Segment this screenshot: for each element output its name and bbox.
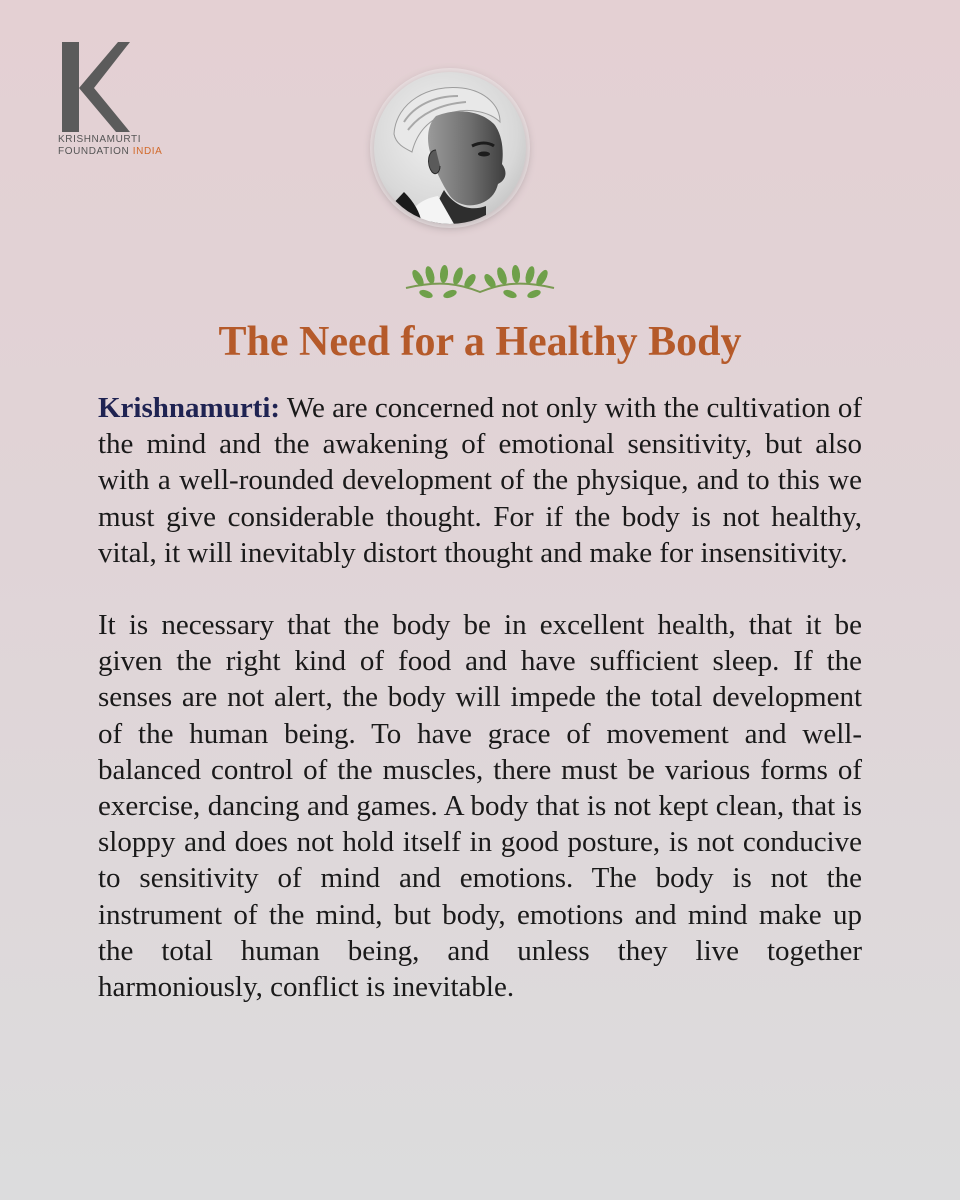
portrait-image [374,72,526,224]
logo-india-text: INDIA [132,146,163,157]
logo-line-foundation [58,146,163,158]
logo-foundation-text: FOUNDATION [58,146,130,157]
paragraph-2: It is necessary that the body be in excellent health, that it be given the right kind of food and have sufficient sleep. If the senses are not alert, the body will impede the total development of the human being. To have grace of movement and well-balanced control of the muscles, there must be various forms of exercise, dancing and games. A body that is not kept clean, that is sloppy and does not hold itself in good posture, is not conducive to sensitivity of mind and emotions. The body is not the instrument of the mind, but body, emotions and mind make up the total human being, and unless they live together harmoniously, conflict is inevitable. [98,609,862,1004]
olive-branch-icon [400,262,560,304]
k-logo-icon [58,40,130,134]
page-title: The Need for a Healthy Body [218,319,742,365]
logo-line-krishnamurti: KRISHNAMURTI [58,134,142,145]
paragraph-1-text: We are concerned not only with the cultivation of the mind and the awakening of emotional sensitivity, but also with a well-rounded development of the physique, and to this we must give considerable thought. For if the body is not healthy, vital, it will inevitably distort thought and make for insensitivity. [98,392,862,569]
portrait-photo [374,72,526,224]
foundation-logo [58,40,163,158]
speaker-name: Krishnamurti: [98,392,281,424]
paragraph-1 [98,390,862,571]
quote-body [98,390,862,1005]
